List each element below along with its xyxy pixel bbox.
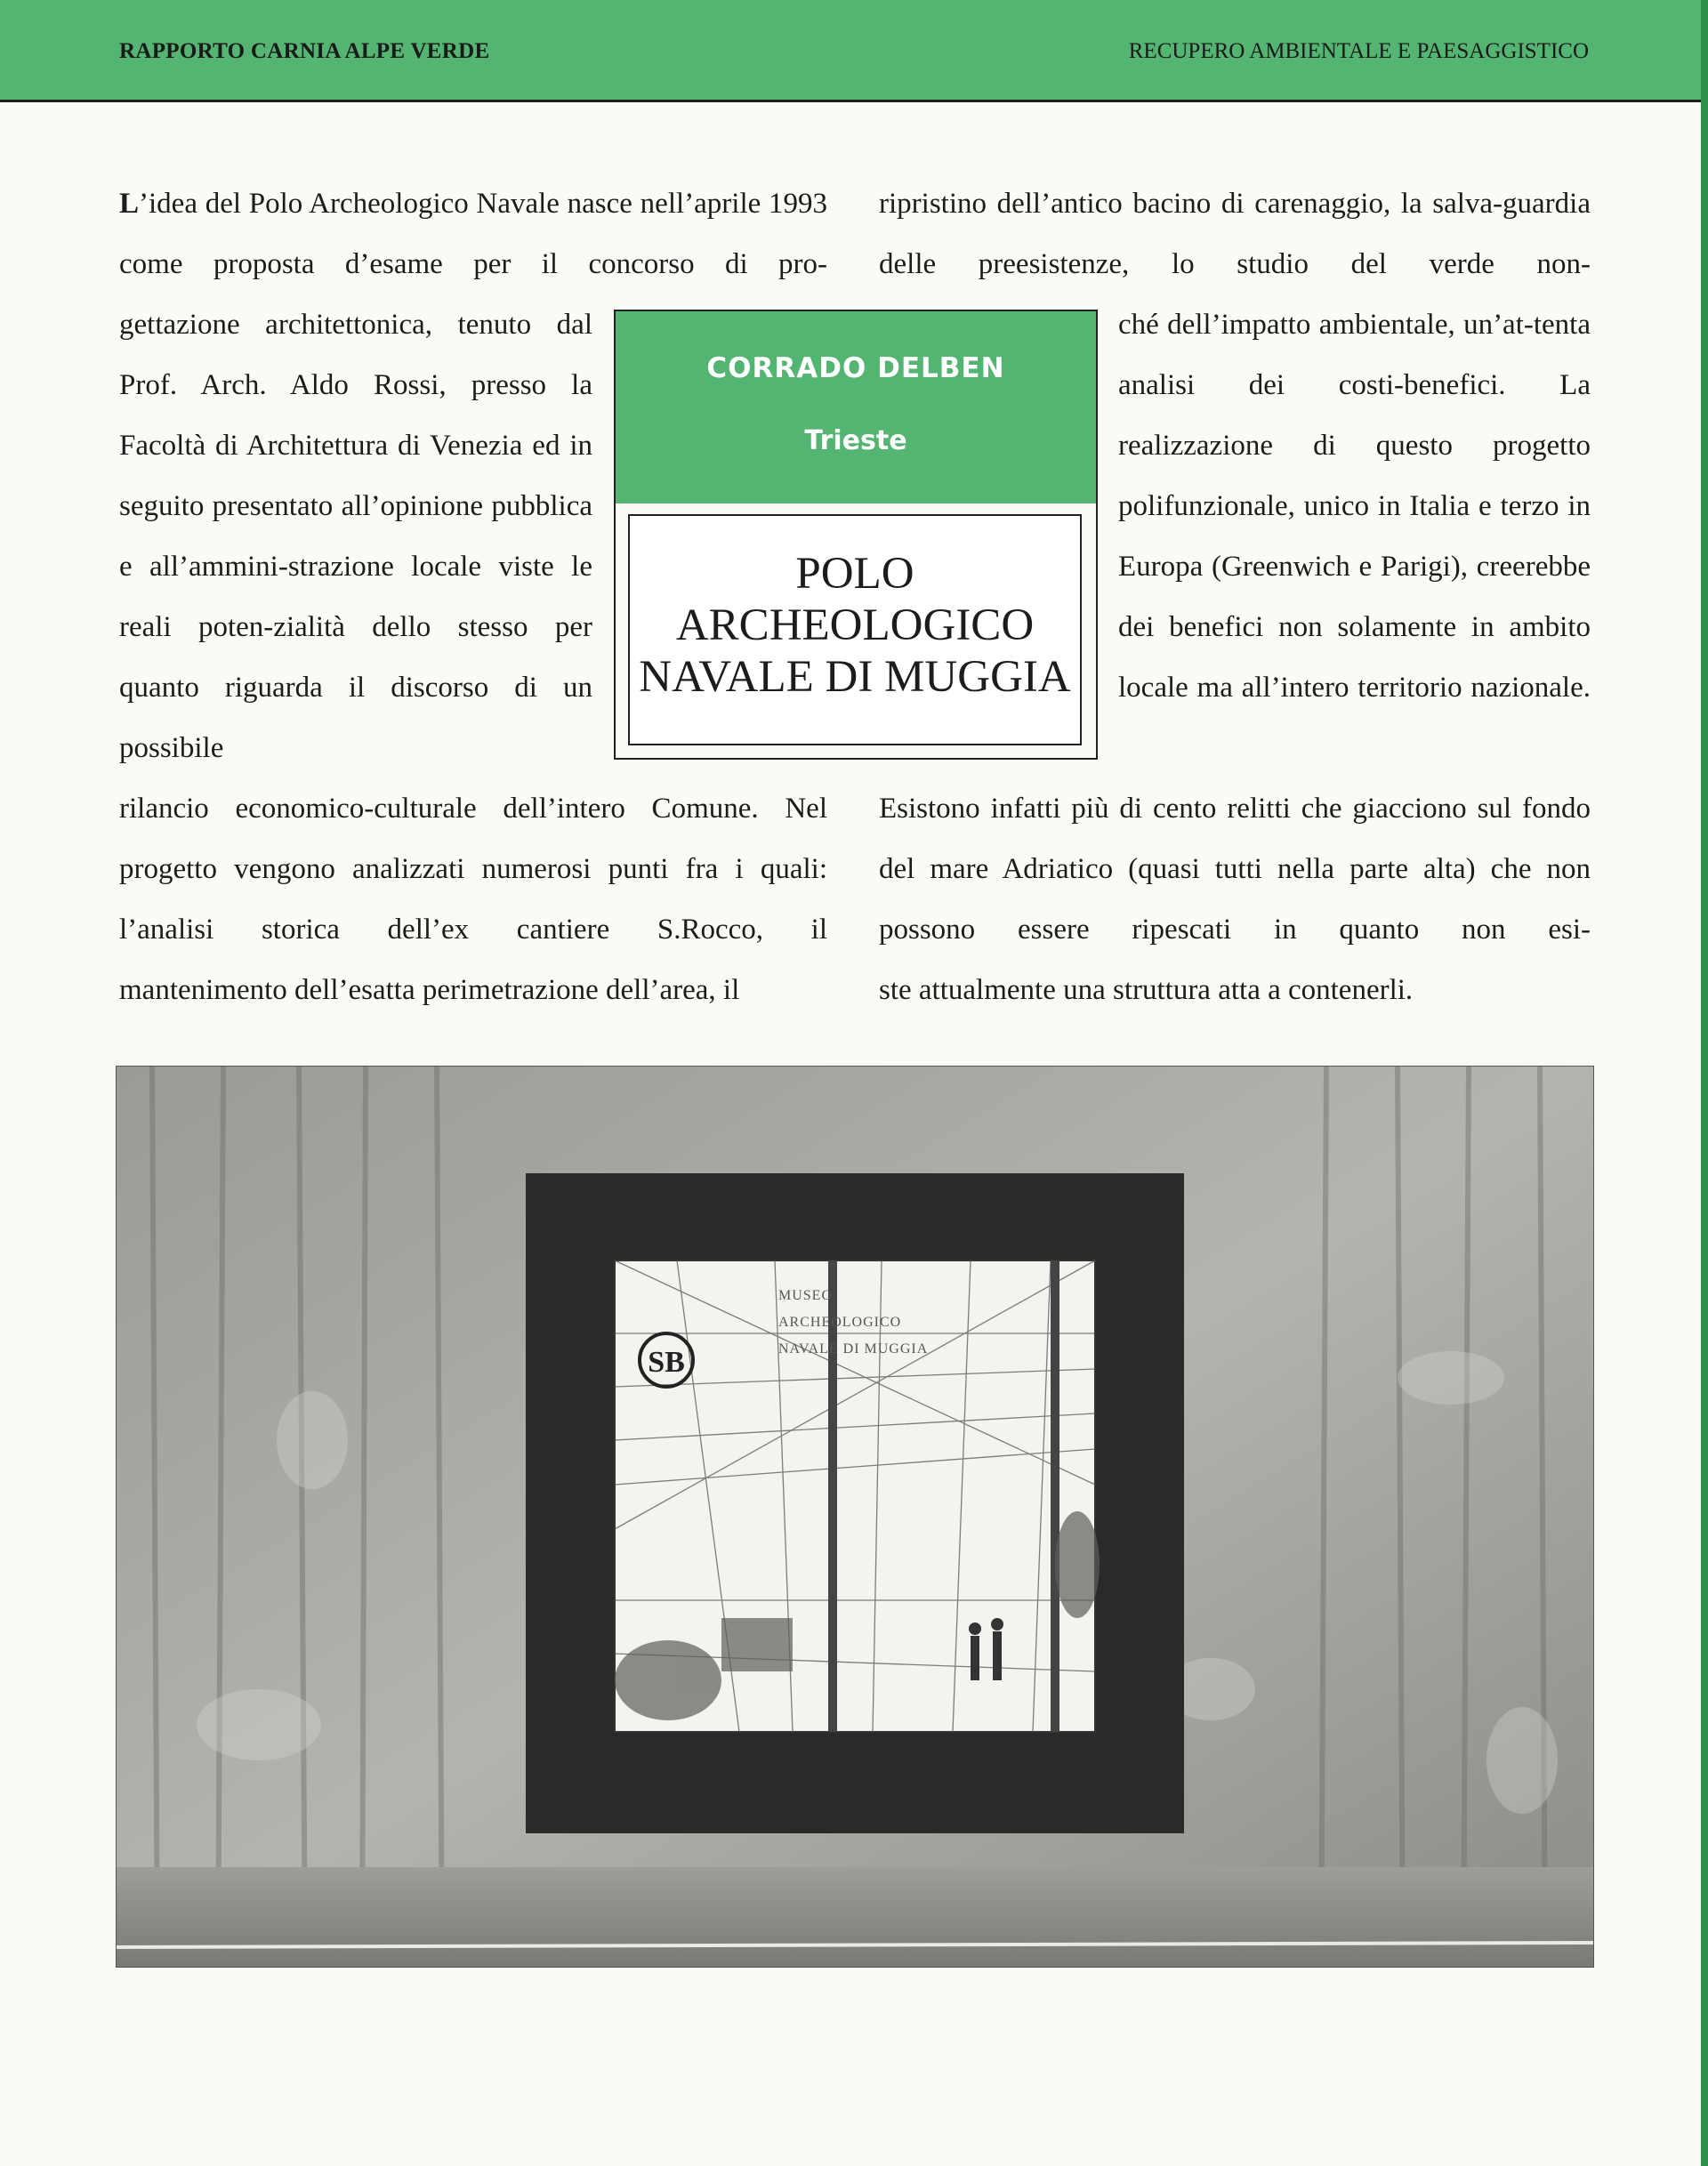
title-line: ARCHEOLOGICO — [675, 600, 1035, 650]
left-column-top — [119, 173, 827, 294]
photo-sign-on-stone-wall — [117, 1067, 1593, 1967]
page-header — [0, 0, 1708, 102]
monogram-text: SB — [648, 1346, 685, 1379]
page-edge-stripe — [1701, 0, 1708, 2166]
author-name: CORRADO DELBEN — [706, 352, 1005, 384]
title-line: NAVALE DI MUGGIA — [639, 652, 1071, 702]
left-column-middle: gettazione architettonica, tenuto dal Prof. Arch. Aldo Rossi, presso la Facoltà di Architettura di Venezia ed in seguito presentato all’opinione pubblica e all’ammini-strazione locale viste le reali poten-zialità dello stesso per quanto riguarda il discorso di un possibile — [119, 309, 592, 764]
author-banner — [616, 311, 1096, 503]
sign-text-line: ARCHEOLOGICO — [778, 1315, 902, 1330]
right-column-middle: ché dell’impatto ambientale, un’at-tenta analisi dei costi-benefici. La realizzazione di questo progetto polifunzionale, unico in Italia e terzo in Europa (Greenwich e Parigi), creerebbe dei benefici non solamente in ambito locale ma all’intero territorio nazionale. — [1118, 309, 1591, 704]
dropcap: L — [119, 188, 140, 220]
article-photo — [116, 1066, 1594, 1968]
header-section-title: RECUPERO AMBIENTALE E PAESAGGISTICO — [1128, 39, 1589, 63]
title-frame — [628, 514, 1082, 745]
article-title — [630, 548, 1080, 703]
header-publication-title: RAPPORTO CARNIA ALPE VERDE — [119, 39, 490, 63]
sign-text-line: MUSEO — [778, 1288, 834, 1303]
right-column-bottom: Esistono infatti più di cento relitti che giacciono sul fondo del mare Adriatico (quasi tutti nella parte alta) che non possono essere ripescati in quanto non esi- — [879, 793, 1591, 946]
article-title-box — [614, 310, 1098, 760]
left-column-last-line: mantenimento dell’esatta perimetrazione dell’area, il — [119, 974, 740, 1006]
left-column-bottom: rilancio economico-culturale dell’intero Comune. Nel progetto vengono analizzati numerosi punti fra i quali: l’analisi storica dell’ex cantiere S.Rocco, il — [119, 793, 827, 946]
title-line: POLO — [795, 549, 914, 599]
right-column-last-line: ste attualmente una struttura atta a contenerli. — [879, 974, 1414, 1006]
left-column-top-text: ’idea del Polo Archeologico Navale nasce nell’aprile 1993 come proposta d’esame per il concorso di pro- — [119, 188, 827, 280]
right-column-top: ripristino dell’antico bacino di carenaggio, la salva-guardia delle preesistenze, lo studio del verde non- — [879, 188, 1591, 280]
sign-text-line: NAVALE DI MUGGIA — [778, 1341, 929, 1357]
author-city: Trieste — [804, 425, 907, 456]
